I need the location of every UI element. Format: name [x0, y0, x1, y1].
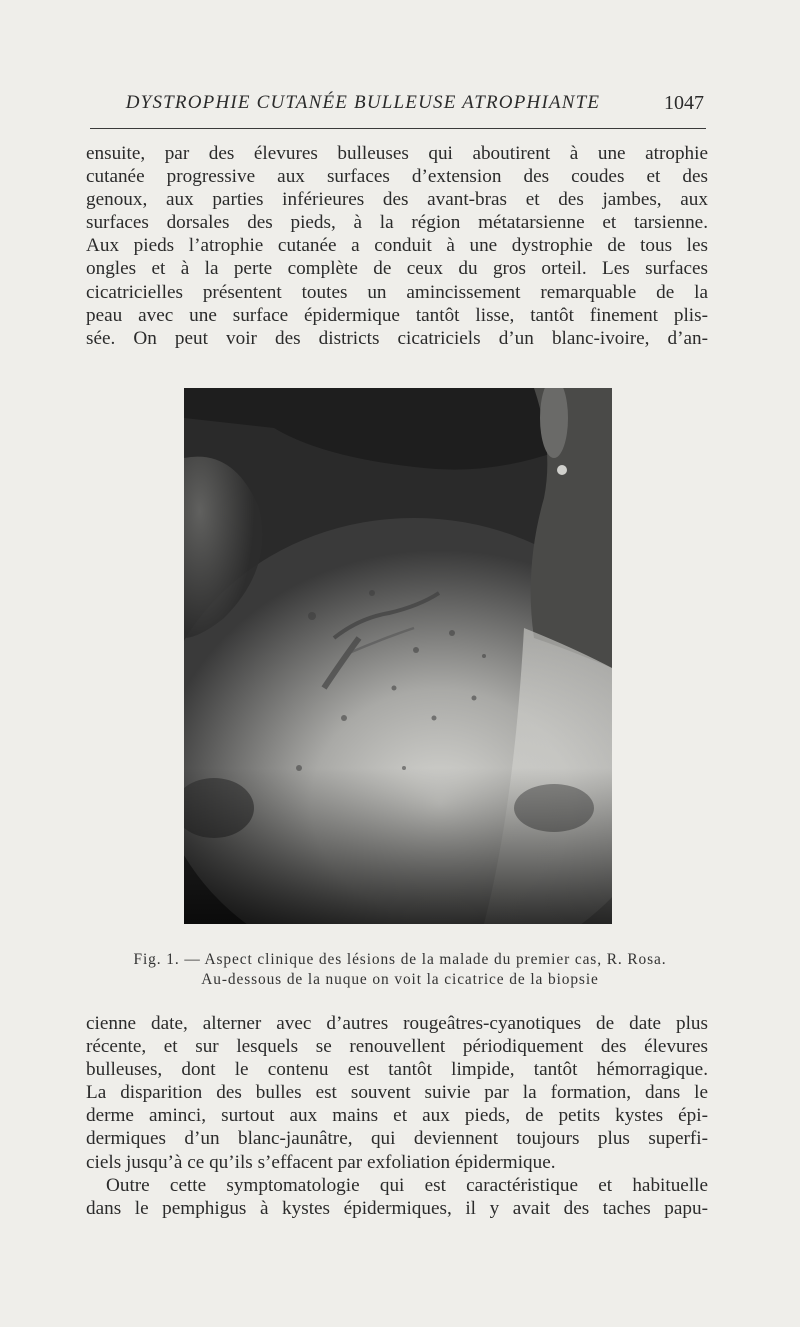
text-line: Outre cette symptomatologie qui est caractéristique et habituelle: [106, 1174, 708, 1196]
text-line: sée. On peut voir des districts cicatriciels d’un blanc-ivoire, d’an-: [86, 327, 708, 349]
running-title: DYSTROPHIE CUTANÉE BULLEUSE ATROPHIANTE: [125, 92, 601, 113]
running-head: [88, 92, 708, 120]
clinical-photograph: [184, 388, 612, 924]
page-number: 1047: [664, 92, 704, 114]
body-text-bottom: [86, 1012, 708, 1220]
caption-line: Au-dessous de la nuque on voit la cicatrice de la biopsie: [201, 971, 599, 988]
text-line: cicatricielles présentent toutes un amincissement remarquable de la: [86, 281, 708, 303]
figure-caption: [90, 950, 710, 990]
photo-illustration: [184, 388, 612, 924]
text-line: La disparition des bulles est souvent suivie par la formation, dans le: [86, 1082, 708, 1104]
text-line: cutanée progressive aux surfaces d’extension des coudes et des: [86, 166, 708, 188]
text-line: derme aminci, surtout aux mains et aux pieds, de petits kystes épi-: [86, 1105, 708, 1127]
text-line: cienne date, alterner avec d’autres rougeâtres-cyanotiques de date plus: [86, 1013, 708, 1034]
text-line: ongles et à la perte complète de ceux du gros orteil. Les surfaces: [86, 258, 708, 280]
text-line: genoux, aux parties inférieures des avant-bras et des jambes, aux: [86, 189, 708, 211]
text-line: bulleuses, dont le contenu est tantôt limpide, tantôt hémorragique.: [86, 1059, 708, 1081]
header-rule: [90, 128, 706, 129]
text-line: dans le pemphigus à kystes épidermiques, il y avait des taches papu-: [86, 1197, 708, 1219]
body-text-top: [86, 142, 708, 350]
text-line: Aux pieds l’atrophie cutanée a conduit à une dystrophie de tous les: [86, 235, 708, 257]
text-line: ensuite, par des élevures bulleuses qui aboutirent à une atrophie: [86, 143, 708, 164]
text-line: peau avec une surface épidermique tantôt lisse, tantôt finement plis-: [86, 304, 708, 326]
text-line: dermiques d’un blanc-jaunâtre, qui deviennent toujours plus superfi-: [86, 1128, 708, 1150]
caption-line: Fig. 1. — Aspect clinique des lésions de la malade du premier cas, R. Rosa.: [133, 951, 667, 968]
text-line: ciels jusqu’à ce qu’ils s’effacent par exfoliation épidermique.: [86, 1151, 556, 1173]
text-line: récente, et sur lesquels se renouvellent périodiquement des élevures: [86, 1036, 708, 1058]
text-line: surfaces dorsales des pieds, à la région métatarsienne et tarsienne.: [86, 212, 708, 234]
